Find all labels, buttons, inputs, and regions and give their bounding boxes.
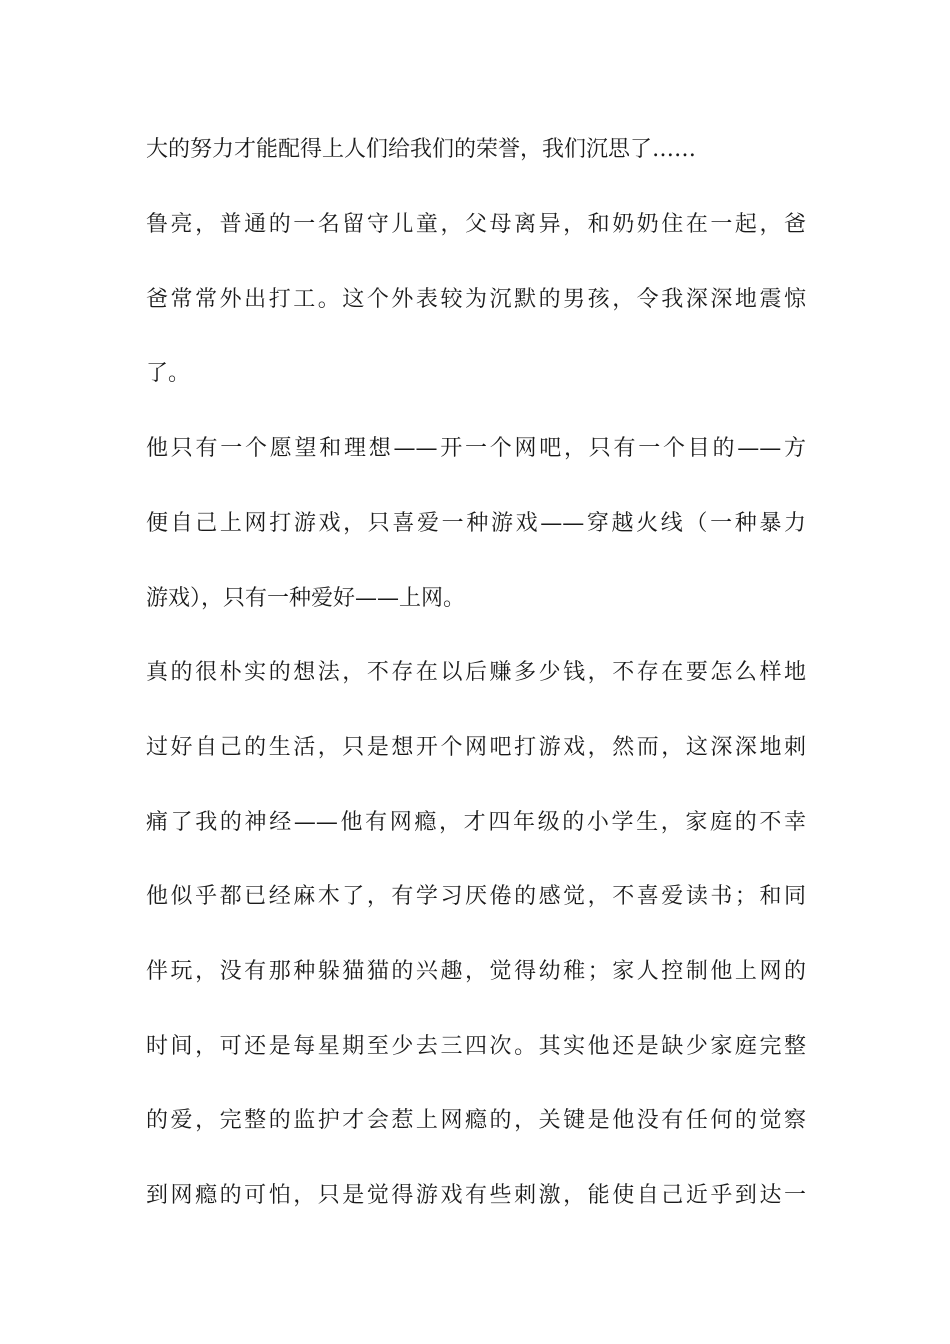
text-line: 的爱，完整的监护才会惹上网瘾的，关键是他没有任何的觉察 [146, 1108, 806, 1133]
text-line: 他只有一个愿望和理想——开一个网吧，只有一个目的——方 [146, 436, 806, 461]
text-line: 大的努力才能配得上人们给我们的荣誉，我们沉思了…… [146, 137, 697, 162]
text-line: 时间，可还是每星期至少去三四次。其实他还是缺少家庭完整 [146, 1034, 806, 1059]
text-line: 游戏），只有一种爱好——上网。 [146, 586, 466, 611]
text-line: 爸常常外出打工。这个外表较为沉默的男孩，令我深深地震惊 [146, 287, 806, 312]
text-line: 他似乎都已经麻木了，有学习厌倦的感觉，不喜爱读书；和同 [146, 884, 806, 909]
text-line: 了。 [146, 361, 191, 386]
text-line: 便自己上网打游戏，只喜爱一种游戏——穿越火线（一种暴力 [146, 511, 806, 536]
text-line: 到网瘾的可怕，只是觉得游戏有些刺激，能使自己近乎到达一 [146, 1183, 806, 1208]
text-line: 真的很朴实的想法，不存在以后赚多少钱，不存在要怎么样地 [146, 660, 806, 685]
text-line: 鲁亮，普通的一名留守儿童，父母离异，和奶奶住在一起，爸 [146, 212, 806, 237]
text-line: 伴玩，没有那种躲猫猫的兴趣，觉得幼稚；家人控制他上网的 [146, 959, 806, 984]
text-line: 过好自己的生活，只是想开个网吧打游戏，然而，这深深地刺 [146, 735, 806, 760]
text-line: 痛了我的神经——他有网瘾，才四年级的小学生，家庭的不幸 [146, 810, 806, 835]
